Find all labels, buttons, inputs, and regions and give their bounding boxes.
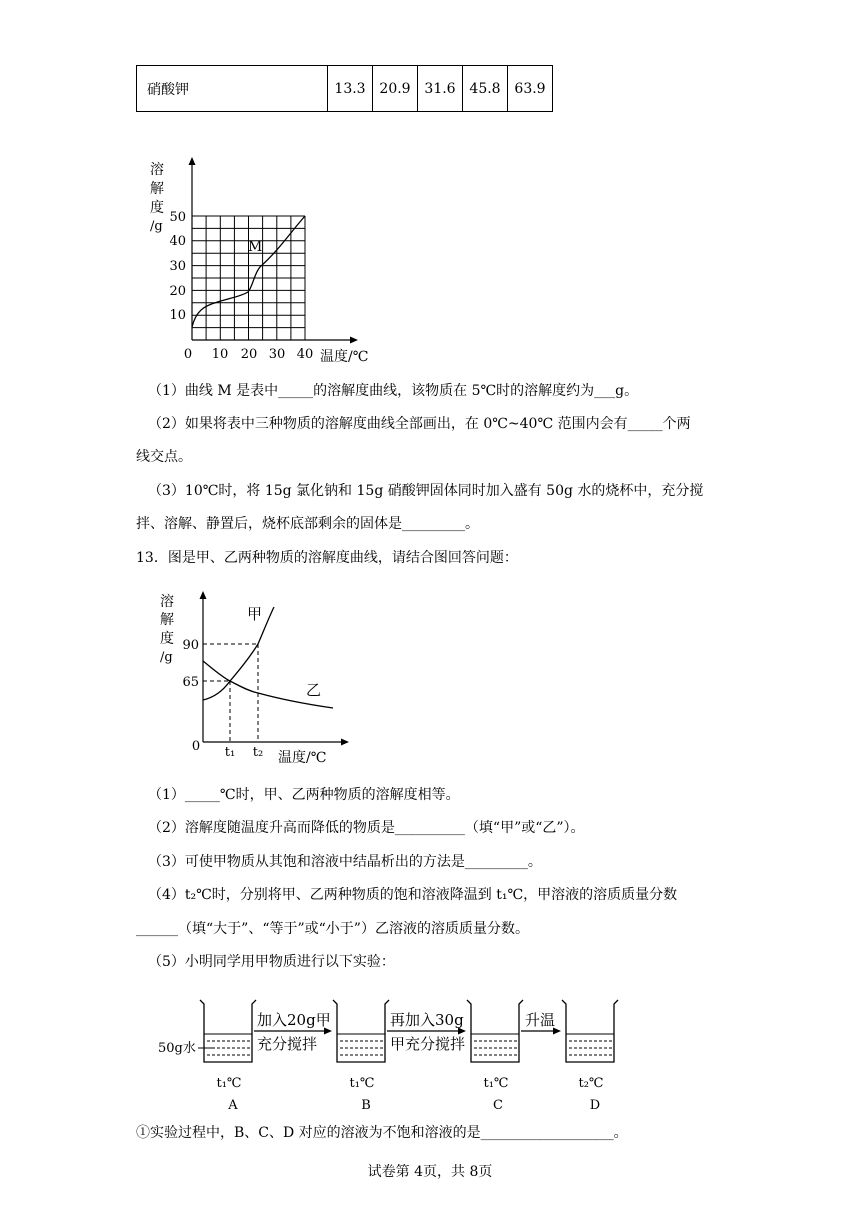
graph2-xlabel: 温度/℃ [278, 750, 327, 766]
graph2-ylabel-char: 解 [160, 612, 174, 628]
graph1-yunit: /g [150, 219, 163, 234]
solubility-graph-jia-yi [150, 585, 365, 770]
page-footer: 试卷第 4页，共 8页 [367, 1164, 493, 1180]
table-cell: 20.9 [373, 66, 418, 112]
graph2-origin: 0 [191, 739, 201, 754]
graph1-ylabel-char: 溶 [150, 162, 164, 178]
graph1-ytick: 50 [169, 210, 186, 225]
graph1-ytick: 10 [169, 308, 186, 323]
graph2-xtick-t2: t₂ [252, 745, 264, 760]
graph1-xtick: 20 [240, 347, 258, 362]
q13-part4-line1: （4）t₂℃时，分别将甲、乙两种物质的饱和溶液降温到 t₁℃，甲溶液的溶质质量分数 [148, 887, 678, 903]
table-cell: 31.6 [418, 66, 463, 112]
graph2-ylabel-char: 度 [160, 631, 174, 647]
beaker-b-letter: B [361, 1098, 371, 1113]
q13-part5-question1: ①实验过程中，B、C、D 对应的溶液为不饱和溶液的是___________________。 [136, 1125, 628, 1141]
table-cell: 63.9 [508, 66, 553, 112]
arrow-1-label: 加入20g甲 [257, 1011, 331, 1029]
graph2-axes [200, 591, 350, 746]
beaker-d-letter: D [589, 1098, 601, 1113]
q12-part3-line1: （3）10℃时，将 15g 氯化钠和 15g 硝酸钾固体同时加入盛有 50g 水的烧杯中，充分搅 [148, 483, 704, 499]
graph2-xtick-t1: t₁ [224, 745, 236, 760]
beaker-b-temp: t₁℃ [349, 1076, 375, 1091]
graph1-xlabel: 温度/℃ [320, 349, 369, 365]
beaker-d-temp: t₂℃ [578, 1076, 604, 1091]
curve-yi-label: 乙 [306, 681, 322, 699]
q12-part3-line2: 拌、溶解、静置后，烧杯底部剩余的固体是_________。 [136, 516, 479, 532]
graph1-ytick: 20 [169, 284, 186, 299]
table-cell: 45.8 [463, 66, 508, 112]
q13-part1: （1）_____℃时，甲、乙两种物质的溶解度相等。 [148, 787, 460, 803]
beaker-b [333, 1000, 389, 1062]
table-cell: 13.3 [328, 66, 373, 112]
graph2-yunit: /g [160, 650, 173, 665]
q13-part3: （3）可使甲物质从其饱和溶液中结晶析出的方法是_________。 [148, 854, 542, 870]
beaker-c-letter: C [493, 1098, 503, 1113]
q13-part4-line2: ______（填“大于”、“等于”或“小于”）乙溶液的溶质质量分数。 [136, 921, 529, 937]
beaker-a-temp: t₁℃ [216, 1076, 242, 1091]
beaker-c [467, 1000, 523, 1062]
q12-part1: （1）曲线 M 是表中_____的溶解度曲线，该物质在 5℃时的溶解度约为___g。 [148, 383, 639, 399]
beaker-a [200, 1000, 256, 1062]
arrow-3-label: 升温 [525, 1011, 556, 1029]
arrow-1-label: 充分搅拌 [257, 1035, 318, 1053]
curve-m-label: M [248, 239, 263, 255]
q12-part2-line2: 线交点。 [136, 449, 192, 465]
graph2-guide-lines [203, 644, 258, 742]
q13-title: 13．图是甲、乙两种物质的溶解度曲线，请结合图回答问题： [136, 550, 518, 566]
graph1-xtick: 30 [268, 347, 286, 362]
q12-part2-line1: （2）如果将表中三种物质的溶解度曲线全部画出，在 0℃~40℃ 范围内会有_____个两 [148, 416, 691, 432]
graph2-ylabel-char: 溶 [160, 594, 174, 610]
solubility-graph-m [140, 155, 400, 370]
graph1-xtick: 10 [211, 347, 229, 362]
beaker-d [562, 1000, 618, 1062]
graph2-ytick-65: 65 [182, 675, 199, 690]
graph2-ytick-90: 90 [182, 638, 199, 653]
table-row [137, 66, 553, 112]
solubility-table [136, 65, 553, 112]
q13-part5: （5）小明同学用甲物质进行以下实验： [148, 954, 395, 970]
curve-jia-label: 甲 [247, 605, 263, 623]
graph1-xtick: 0 [183, 347, 193, 362]
graph1-grid [192, 216, 305, 340]
graph1-xtick: 40 [296, 347, 314, 362]
arrow-2-label: 甲充分搅拌 [390, 1035, 466, 1053]
beaker-a-letter: A [228, 1098, 238, 1113]
graph1-ylabel-char: 解 [150, 181, 164, 197]
graph1-ylabel-char: 度 [150, 200, 164, 216]
arrow-2-label: 再加入30g [390, 1011, 464, 1029]
beaker-c-temp: t₁℃ [483, 1076, 509, 1091]
graph1-ytick: 40 [169, 234, 186, 249]
table-row-label: 硝酸钾 [137, 66, 328, 112]
experiment-diagram [150, 990, 650, 1115]
graph1-ytick: 30 [169, 259, 186, 274]
q13-part2: （2）溶解度随温度升高而降低的物质是__________（填“甲”或“乙”）。 [148, 820, 585, 836]
water-label: 50g水 [158, 1041, 196, 1056]
